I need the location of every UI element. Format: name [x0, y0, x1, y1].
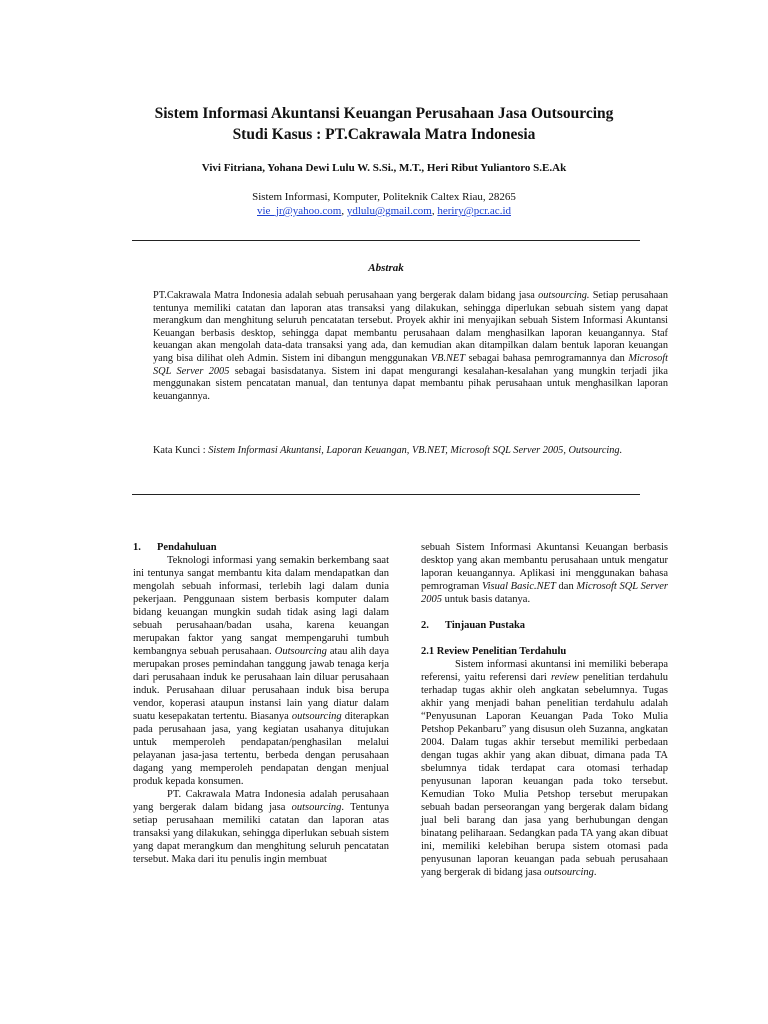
title-line-2: Studi Kasus : PT.Cakrawala Matra Indonesia [232, 126, 536, 143]
paragraph-text: dan [555, 581, 577, 592]
bottom-divider [132, 494, 640, 495]
abstract-text: sebagai bahasa pemrogramannya dan [464, 352, 629, 364]
term: outsourcing [291, 711, 342, 722]
authors: Vivi Fitriana, Yohana Dewi Lulu W. S.Si., M.T., Heri Ribut Yuliantoro S.E.Ak [201, 162, 567, 174]
paragraph [133, 788, 389, 866]
paragraph-text: . [593, 867, 597, 878]
spacer [421, 606, 668, 619]
right-column [421, 541, 668, 879]
email-link-1[interactable]: vie_jr@yahoo.com [257, 205, 342, 217]
paragraph [133, 554, 389, 788]
paragraph [421, 541, 668, 606]
abstract-term: VB.NET [430, 352, 465, 364]
email-separator: , [341, 205, 347, 217]
email-separator: , [431, 205, 438, 217]
keywords-label: Kata Kunci : [153, 445, 209, 456]
abstract-heading: Abstrak [368, 262, 404, 274]
email-link-3[interactable]: heriry@pcr.ac.id [437, 205, 511, 217]
section-2-heading [421, 619, 668, 632]
left-column [133, 541, 389, 866]
top-divider [132, 240, 640, 241]
paragraph-text: Sistem informasi akuntansi ini memiliki beberapa referensi, yaitu referensi dari [421, 659, 668, 683]
section-1-heading [133, 541, 389, 554]
paragraph-text: diterapkan pada perusahaan jasa, yang kegiatan usahanya ditujukan untuk memperoleh pendapatan/penghasilan melalui pelayanan jasa-jasa tertentu, berbeda dengan perusahaan dagang yang memperoleh pendapatan dengan menjual produk kepada konsumen. [133, 711, 390, 787]
term: review [551, 672, 579, 683]
section-number: 1. [133, 542, 141, 553]
paragraph-text: . Tentunya setiap perusahaan memiliki catatan dan laporan atas transaksi yang dilakukan, sehingga diperlukan sebuah sistem yang dapat merangkum dan menghitung seluruh pencatatan tersebut. Maka dari itu penulis ingin membuat [133, 802, 389, 865]
title-line-1: Sistem Informasi Akuntansi Keuangan Perusahaan Jasa Outsourcing [154, 105, 614, 122]
keywords [153, 444, 668, 458]
paragraph-text: atau alih daya merupakan proses pemindahan tanggung jawab tenaga kerja dari perusahaan induk ke perusahaan lain diluar perusahaan induk. Perusahaan diluar perusahaan induk bisa berupa vendor, koperasi ataupun instansi lain yang diatur dalam suatu kesepakatan tertentu. Biasanya [133, 646, 389, 722]
paragraph-text: sebuah Sistem Informasi Akuntansi Keuangan berbasis desktop yang akan membantu perusahaan untuk mengatur laporan keuangannya. Aplikasi ini menggunakan bahasa pemrograman [421, 542, 668, 592]
section-number: 2. [421, 620, 429, 631]
abstract-body [153, 290, 668, 403]
term: Microsoft SQL Server 2005 [421, 581, 668, 605]
term: Outsourcing [274, 646, 327, 657]
paper-title [90, 103, 678, 145]
paragraph-text: untuk basis datanya. [442, 594, 531, 605]
subsection-2-1-heading: 2.1 Review Penelitian Terdahulu [421, 646, 567, 657]
abstract-text: Setiap perusahaan tentunya memiliki catatan dan laporan atas transaksi yang dilakukan, sehingga diperlukan sebuah sistem yang dapat merangkum dan menghitung seluruh pencatatan tersebut. Proyek akhir ini menyajikan sebuah Sistem Informasi Akuntansi Keuangan berbasis desktop, sehingga dapat membantu perusahaan dalam menghasilkan laporan keuangannya. Staf keuangan akan mengolah data-data transaksi yang ada, dan kemudian akan ditampilkan dalam bentuk laporan keuangan yang bisa dilihat oleh Admin. Sistem ini dibangun menggunakan [153, 290, 669, 364]
paragraph [421, 658, 668, 879]
abstract-term: Microsoft SQL Server 2005 [153, 352, 668, 377]
section-title: Tinjauan Pustaka [445, 620, 526, 631]
email-line [60, 204, 708, 218]
spacer [421, 632, 668, 645]
term: outsourcing [291, 802, 342, 813]
affiliation-block [60, 190, 708, 218]
paragraph-text: penelitian terdahulu terhadap tugas akhir oleh angkatan sebelumnya. Tugas akhir yang menjadi bahan penelitian terdahulu adalah “Penyusunan Laporan Keuangan Pada Toko Mulia Petshop Pekanbaru” yang disusun oleh Suzanna, angkatan 2004. Dalam tugas akhir tersebut memiliki perbedaan dengan tugas akhir yang akan dibuat, dimana pada TA sbelumnya tidak terdapat cara otomasi terhadap penyusunan laporan keuangan pada toko tersebut. Kemudian Toko Mulia Petshop tersebut merupakan sebuah badan perseorangan yang bergerak dalam bidang jual beli barang dan jasa yang berhubungan dengan binatang peliharaan. Sedangkan pada TA yang akan dibuat ini, memiliki kelebihan berupa sistem otomasi pada penyusunan laporan keuangan pada sebuah perusahaan yang bergerak di bidang jasa [421, 672, 668, 878]
affiliation: Sistem Informasi, Komputer, Politeknik Caltex Riau, 28265 [252, 191, 516, 203]
paragraph-text: Teknologi informasi yang semakin berkembang saat ini tentunya sangat membantu kita dalam mendapatkan dan mengolah sebuah informasi, terlebih lagi dalam dunia pekerjaan. Penggunaan sistem berbasis komputer dalam bidang keuangan mungkin sudah tidak asing lagi dalam sebuah perusahaan/badan usaha, karena keuangan merupakan faktor yang sangat mempengaruhi tumbuh kembangnya sebuah perusahaan. [133, 555, 389, 657]
keywords-list: Sistem Informasi Akuntansi, Laporan Keuangan, VB.NET, Microsoft SQL Server 2005, Outsourcing. [208, 445, 623, 456]
email-link-2[interactable]: ydlulu@gmail.com [346, 205, 432, 217]
section-title: Pendahuluan [157, 542, 217, 553]
abstract-term: outsourcing. [538, 290, 590, 301]
abstract-text: PT.Cakrawala Matra Indonesia adalah sebuah perusahaan yang bergerak dalam bidang jasa [153, 290, 539, 301]
term: outsourcing [544, 867, 594, 878]
abstract-text: sebagai basisdatanya. Sistem ini dapat mengurangi kesalahan-kesalahan yang mungkin terjadi jika menggunakan sistem pencatatan manual, dan tentunya dapat membantu pihak perusahaan untuk menghasilkan laporan keuangannya. [153, 365, 668, 402]
paragraph-text: PT. Cakrawala Matra Indonesia adalah perusahaan yang bergerak dalam bidang jasa [133, 789, 389, 813]
term: Visual Basic.NET [481, 581, 556, 592]
